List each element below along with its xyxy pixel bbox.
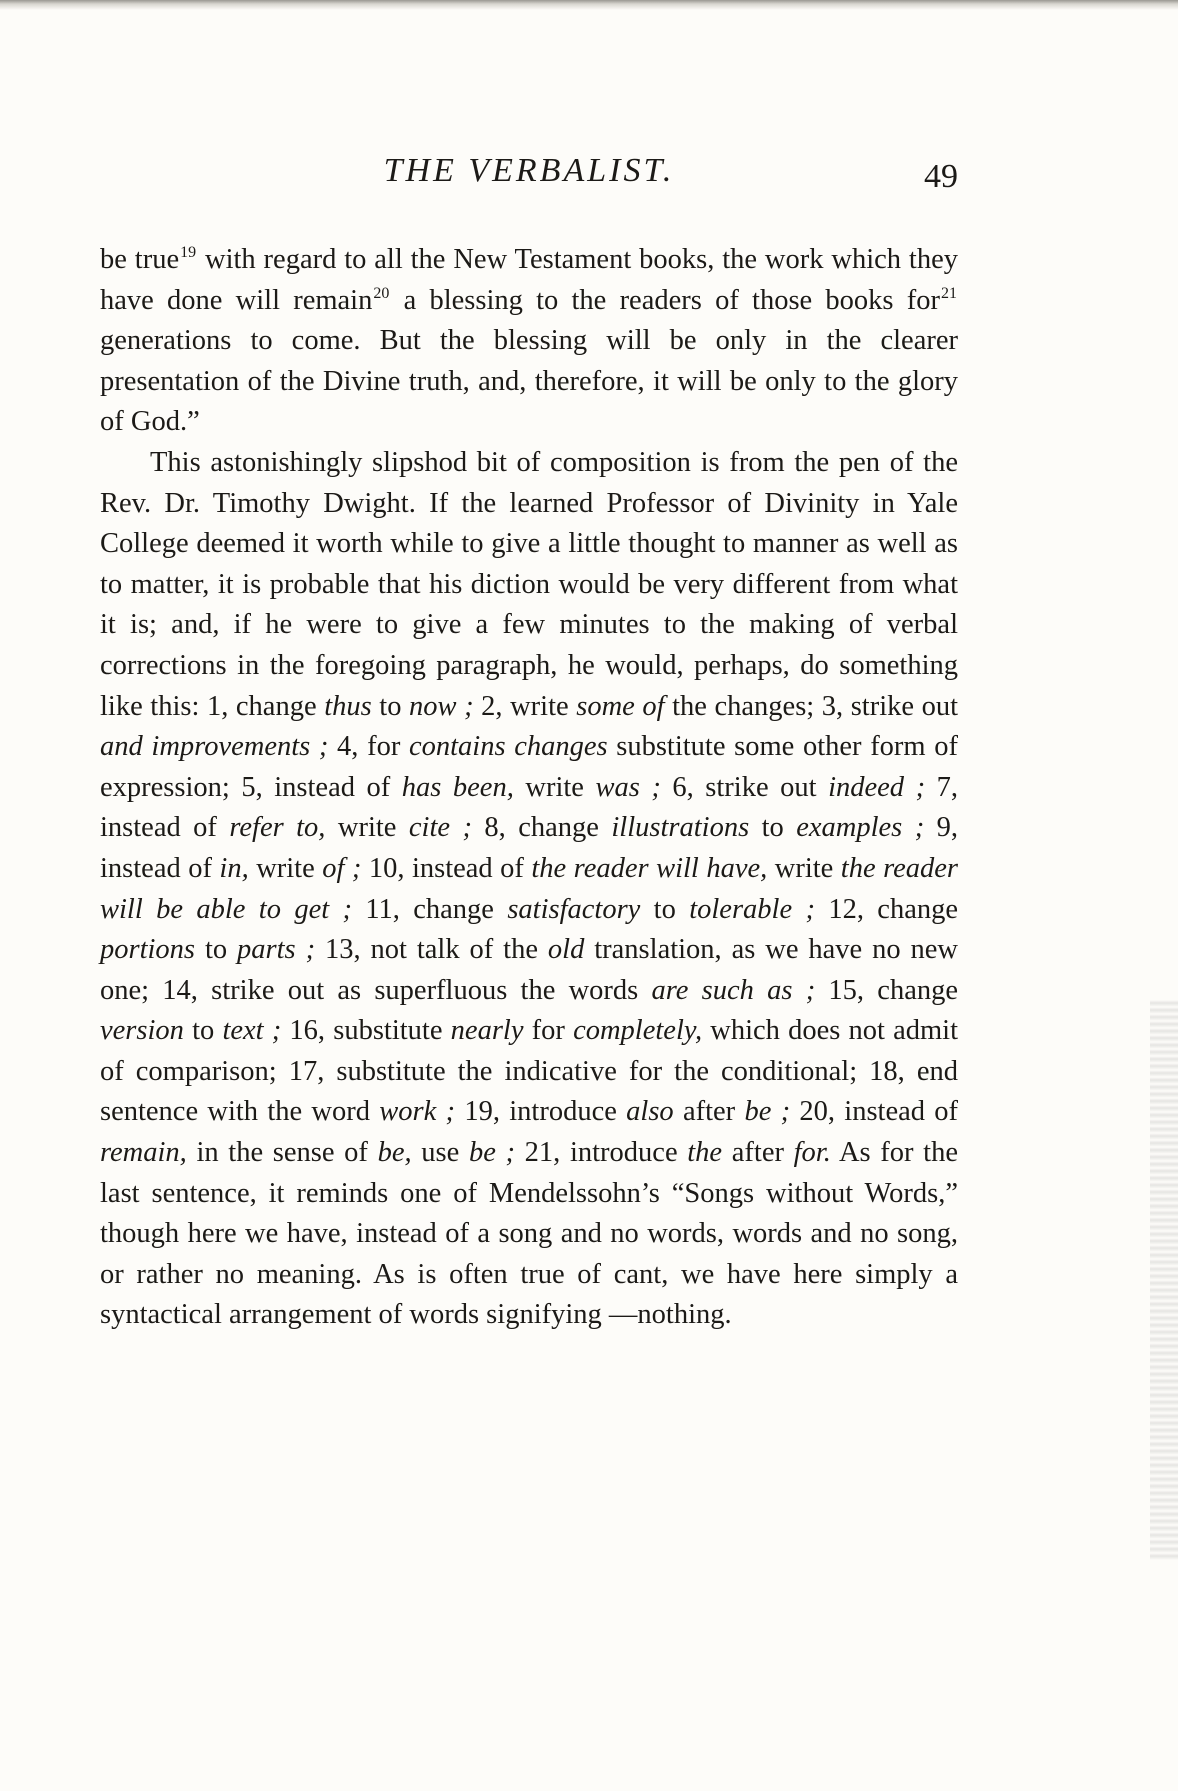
- text-run: 21, introduce: [515, 1137, 688, 1169]
- text-run: generations to come. But the blessing will be only in the clearer presentation of the Divine truth, and, therefore, it will be only to the glory of God.”: [100, 325, 958, 438]
- scan-edge: [0, 0, 1178, 10]
- italic-term: parts ;: [237, 934, 316, 966]
- text-run: to: [183, 1015, 223, 1047]
- italic-term: nearly: [450, 1015, 524, 1047]
- footnote-ref: 19: [180, 244, 197, 261]
- italic-term: remain,: [100, 1137, 187, 1169]
- text-run: a blessing to the readers of those books for: [390, 284, 940, 316]
- italic-term: and improvements ;: [100, 731, 329, 763]
- italic-term: also: [626, 1096, 674, 1128]
- body-text: [100, 240, 958, 1336]
- text-run: 11, change: [351, 893, 508, 925]
- italic-term: tolerable ;: [689, 893, 815, 925]
- text-run: 6, strike out: [660, 771, 829, 803]
- text-run: write: [767, 852, 841, 884]
- italic-term: the reader will be able to get ;: [100, 852, 959, 925]
- running-title: THE VERBALIST.: [383, 152, 675, 189]
- text-run: 4, for: [328, 731, 409, 763]
- text-run: 12, change: [814, 893, 959, 925]
- italic-term: thus: [324, 690, 372, 722]
- italic-term: contains changes: [408, 731, 608, 763]
- footnote-ref: 20: [373, 284, 390, 302]
- text-run: As for the last sentence, it reminds one of Mendelssohn’s “Songs without Words,” though here we have, instead of a song and no words, words and no song, or rather no meaning. As is often true of cant, we have here simply a syntactical arrangement of words signifying —nothing.: [100, 1137, 958, 1331]
- text-run: write: [248, 852, 323, 884]
- text-run: translation, as we have no new one; 14, strike out as superfluous the words: [100, 934, 959, 1006]
- italic-term: be,: [377, 1137, 412, 1169]
- italic-term: be ;: [468, 1137, 516, 1169]
- italic-term: satisfactory: [507, 893, 641, 925]
- italic-term: was ;: [595, 771, 661, 803]
- text-run: after: [722, 1137, 794, 1169]
- text-run: substitute some other form of expression; 5, instead of: [100, 731, 958, 803]
- italic-term: of ;: [322, 852, 362, 884]
- text-run: write: [325, 812, 409, 844]
- italic-term: refer to,: [229, 812, 326, 844]
- text-run: This astonishingly slipshod bit of composition is from the pen of the Rev. Dr. Timothy Dwight. If the learned Professor of Divinity in Yale College deemed it worth while to give a little thought to manner as well as to matter, it is probable that his diction would be very different from what it is; and, if he were to give a few minutes to the making of verbal corrections in the foregoing paragraph, he would, perhaps, do something like this: 1, change: [100, 446, 958, 722]
- italic-term: text ;: [222, 1015, 282, 1047]
- page-number: 49: [924, 158, 958, 195]
- italic-term: cite ;: [408, 812, 472, 844]
- paragraph-commentary: [100, 443, 958, 1336]
- italic-term: the: [687, 1137, 723, 1169]
- italic-term: are such as ;: [651, 974, 816, 1006]
- text-run: to: [749, 812, 797, 844]
- text-run: 10, instead of: [361, 852, 532, 884]
- italic-term: the reader will have,: [531, 852, 768, 884]
- italic-term: old: [547, 934, 585, 966]
- italic-term: some of: [576, 690, 665, 722]
- text-run: 2, write: [473, 690, 577, 722]
- text-run: 16, substitute: [281, 1015, 451, 1047]
- text-run: 8, change: [471, 812, 612, 844]
- italic-term: work ;: [379, 1096, 456, 1128]
- text-run: 20, instead of: [790, 1096, 959, 1128]
- italic-term: portions: [100, 934, 196, 966]
- text-run: to: [640, 893, 690, 925]
- text-run: 13, not talk of the: [315, 934, 548, 966]
- scan-margin-speckle: [1150, 1000, 1178, 1560]
- text-run: for: [523, 1015, 574, 1047]
- italic-term: examples ;: [796, 812, 925, 844]
- text-run: use: [411, 1137, 469, 1169]
- italic-term: be ;: [744, 1096, 791, 1128]
- italic-term: version: [100, 1015, 184, 1047]
- text-run: 19, introduce: [455, 1096, 627, 1128]
- italic-term: in,: [219, 852, 249, 884]
- italic-term: illustrations: [611, 812, 750, 844]
- text-run: with regard to all the New Testament books, the work which they have done will remain: [100, 244, 958, 316]
- italic-term: for.: [793, 1137, 831, 1169]
- text-run: which does not admit of comparison; 17, substitute the indicative for the conditional; 18, end sentence with the word: [100, 1015, 958, 1128]
- text-run: 7, instead of: [100, 771, 959, 844]
- italic-term: indeed ;: [828, 771, 926, 803]
- text-run: to: [195, 934, 238, 966]
- footnote-ref: 21: [940, 284, 957, 302]
- text-run: to: [371, 690, 410, 722]
- text-run: in the sense of: [186, 1137, 378, 1169]
- italic-term: now ;: [409, 690, 474, 722]
- text-run: be true: [100, 244, 180, 275]
- text-run: write: [513, 771, 596, 803]
- text-run: after: [673, 1096, 745, 1128]
- italic-term: has been,: [401, 771, 514, 803]
- text-run: 9, instead of: [100, 812, 959, 884]
- text-run: the changes; 3, strike out: [664, 690, 959, 722]
- text-run: 15, change: [815, 974, 958, 1006]
- italic-term: completely,: [573, 1015, 703, 1047]
- paragraph-quotation-end: [100, 240, 958, 443]
- running-head: [100, 152, 958, 198]
